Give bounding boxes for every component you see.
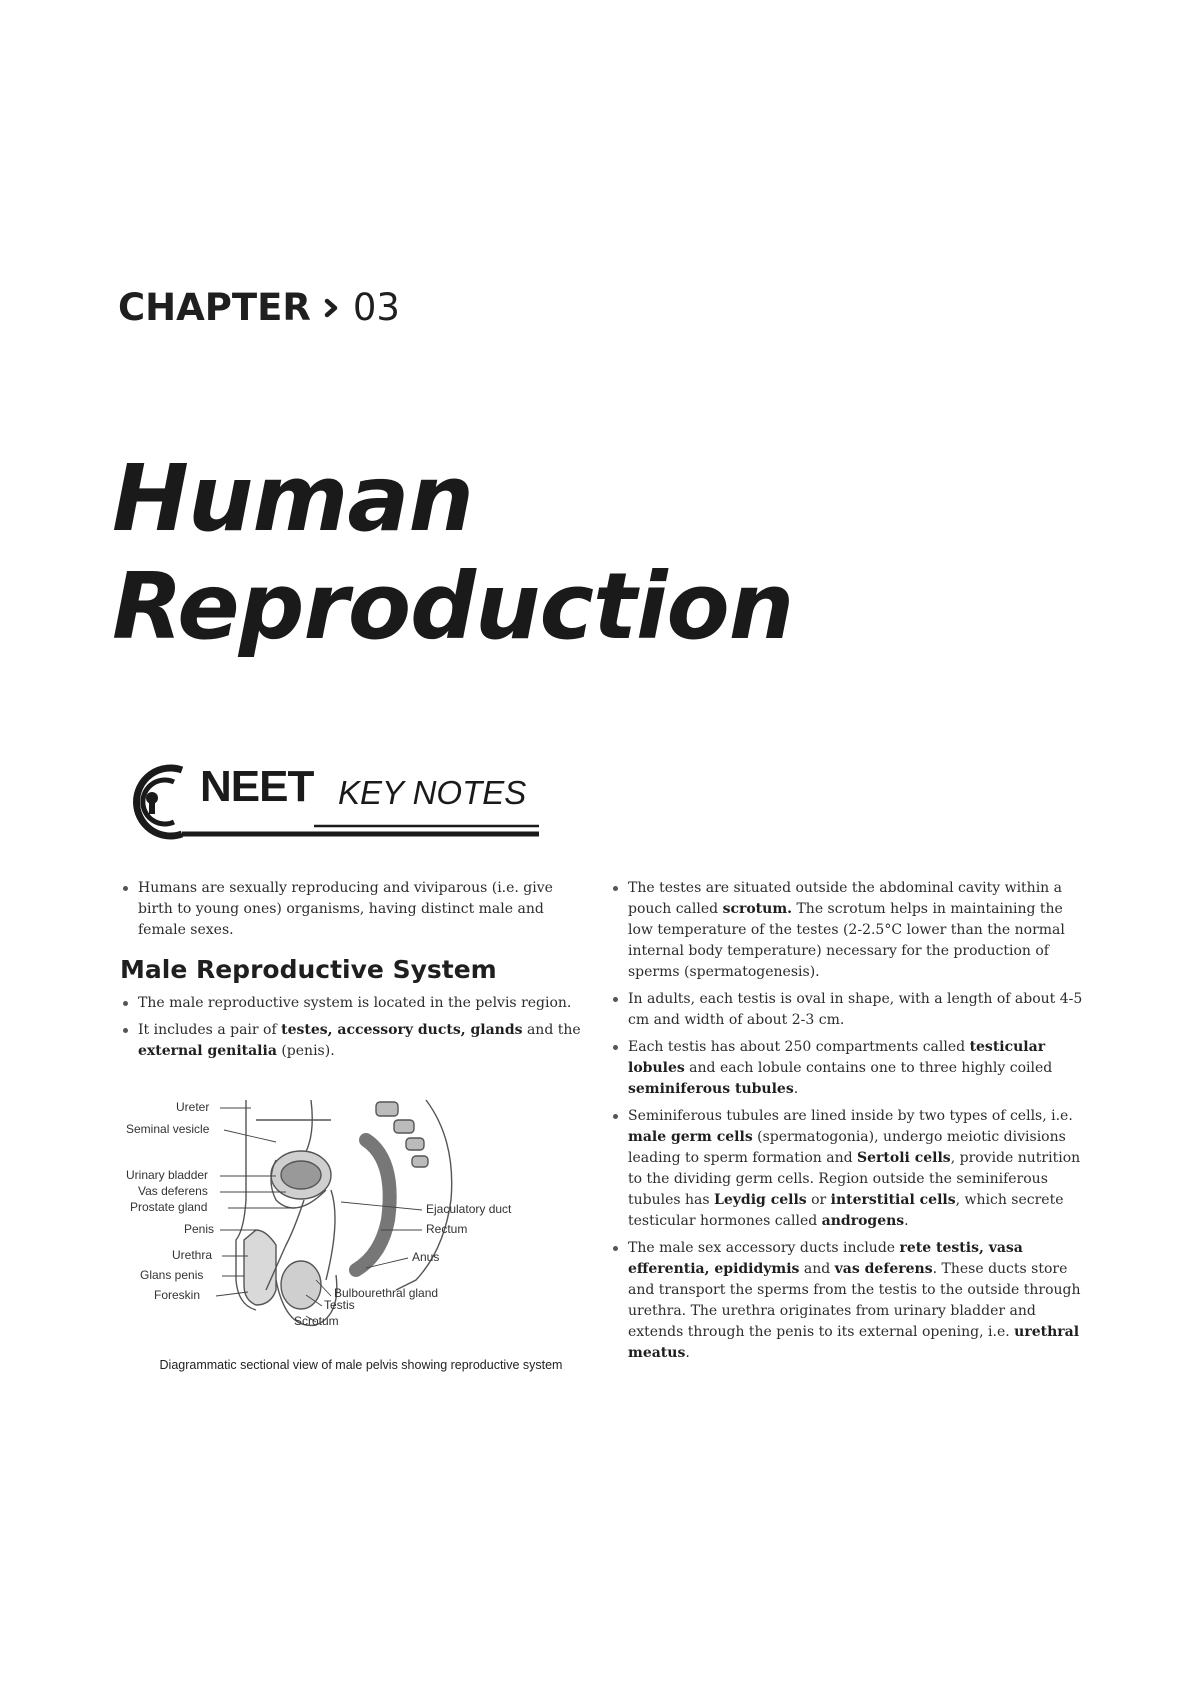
label-ejaculatory-duct: Ejaculatory duct bbox=[426, 1202, 512, 1216]
section-heading: Male Reproductive System bbox=[120, 955, 497, 984]
label-vas-deferens: Vas deferens bbox=[138, 1184, 208, 1198]
label-foreskin: Foreskin bbox=[154, 1288, 201, 1302]
label-seminal-vesicle: Seminal vesicle bbox=[126, 1122, 210, 1136]
label-penis: Penis bbox=[184, 1222, 215, 1236]
label-urethra: Urethra bbox=[172, 1248, 213, 1262]
label-bulbourethral-gland: Bulbourethral gland bbox=[334, 1286, 439, 1300]
label-rectum: Rectum bbox=[426, 1222, 468, 1236]
label-urinary-bladder: Urinary bladder bbox=[126, 1168, 209, 1182]
page-title bbox=[112, 445, 793, 661]
list-item: The testes are situated outside the abdominal cavity within a pouch called scrotum. The scrotum helps in maintaining the low temperature of the testes (2-2.5°C lower than the normal internal body temperature) necessary for the production of sperms (spermatogenesis). bbox=[610, 878, 1088, 983]
label-prostate-gland: Prostate gland bbox=[130, 1200, 208, 1214]
label-anus: Anus bbox=[412, 1250, 440, 1264]
neet-word: NEET bbox=[200, 762, 314, 811]
list-item: The male reproductive system is located in the pelvis region. bbox=[120, 993, 590, 1014]
list-item: Seminiferous tubules are lined inside by two types of cells, i.e. male germ cells (spermatogonia), undergo meiotic divisions leading to sperm formation and Sertoli cells, provide nutrition to the dividing germ cells. Region outside the seminiferous tubules has Leydig cells or interstitial cells, which secrete testicular hormones called androgens. bbox=[610, 1106, 1088, 1232]
label-scrotum: Scrotum bbox=[294, 1314, 339, 1328]
title-line-2: Reproduction bbox=[112, 553, 794, 660]
label-glans-penis: Glans penis bbox=[140, 1268, 204, 1282]
list-item: The male sex accessory ducts include rete testis, vasa efferentia, epididymis and vas deferens. These ducts store and transport the sperms from the testis to the outside through urethra. The urethra originates from urinary bladder and extends through the penis to its external opening, i.e. urethral meatus. bbox=[610, 1238, 1088, 1364]
neet-key-notes-logo bbox=[114, 760, 544, 840]
list-item: Each testis has about 250 compartments called testicular lobules and each lobule contains one to three highly coiled seminiferous tubules. bbox=[610, 1037, 1088, 1100]
chapter-heading bbox=[118, 286, 400, 329]
list-item: In adults, each testis is oval in shape, with a length of about 4-5 cm and width of about 2-3 cm. bbox=[610, 989, 1088, 1031]
label-testis: Testis bbox=[324, 1298, 355, 1312]
left-column bbox=[120, 878, 590, 1068]
right-column bbox=[610, 878, 1088, 1370]
key-notes-text: KEY NOTES bbox=[338, 774, 527, 811]
list-item: Humans are sexually reproducing and viviparous (i.e. give birth to young ones) organisms, having distinct male and female sexes. bbox=[120, 878, 590, 941]
label-ureter: Ureter bbox=[176, 1100, 210, 1114]
chevron-right-icon bbox=[321, 293, 343, 323]
list-item: It includes a pair of testes, accessory ducts, glands and the external genitalia (penis). bbox=[120, 1020, 590, 1062]
chapter-label: CHAPTER bbox=[118, 286, 311, 329]
male-pelvis-diagram bbox=[126, 1080, 596, 1400]
figure-caption: Diagrammatic sectional view of male pelvis showing reproductive system bbox=[159, 1358, 563, 1372]
title-line-1: Human bbox=[112, 445, 473, 552]
chapter-number: 03 bbox=[352, 286, 400, 329]
